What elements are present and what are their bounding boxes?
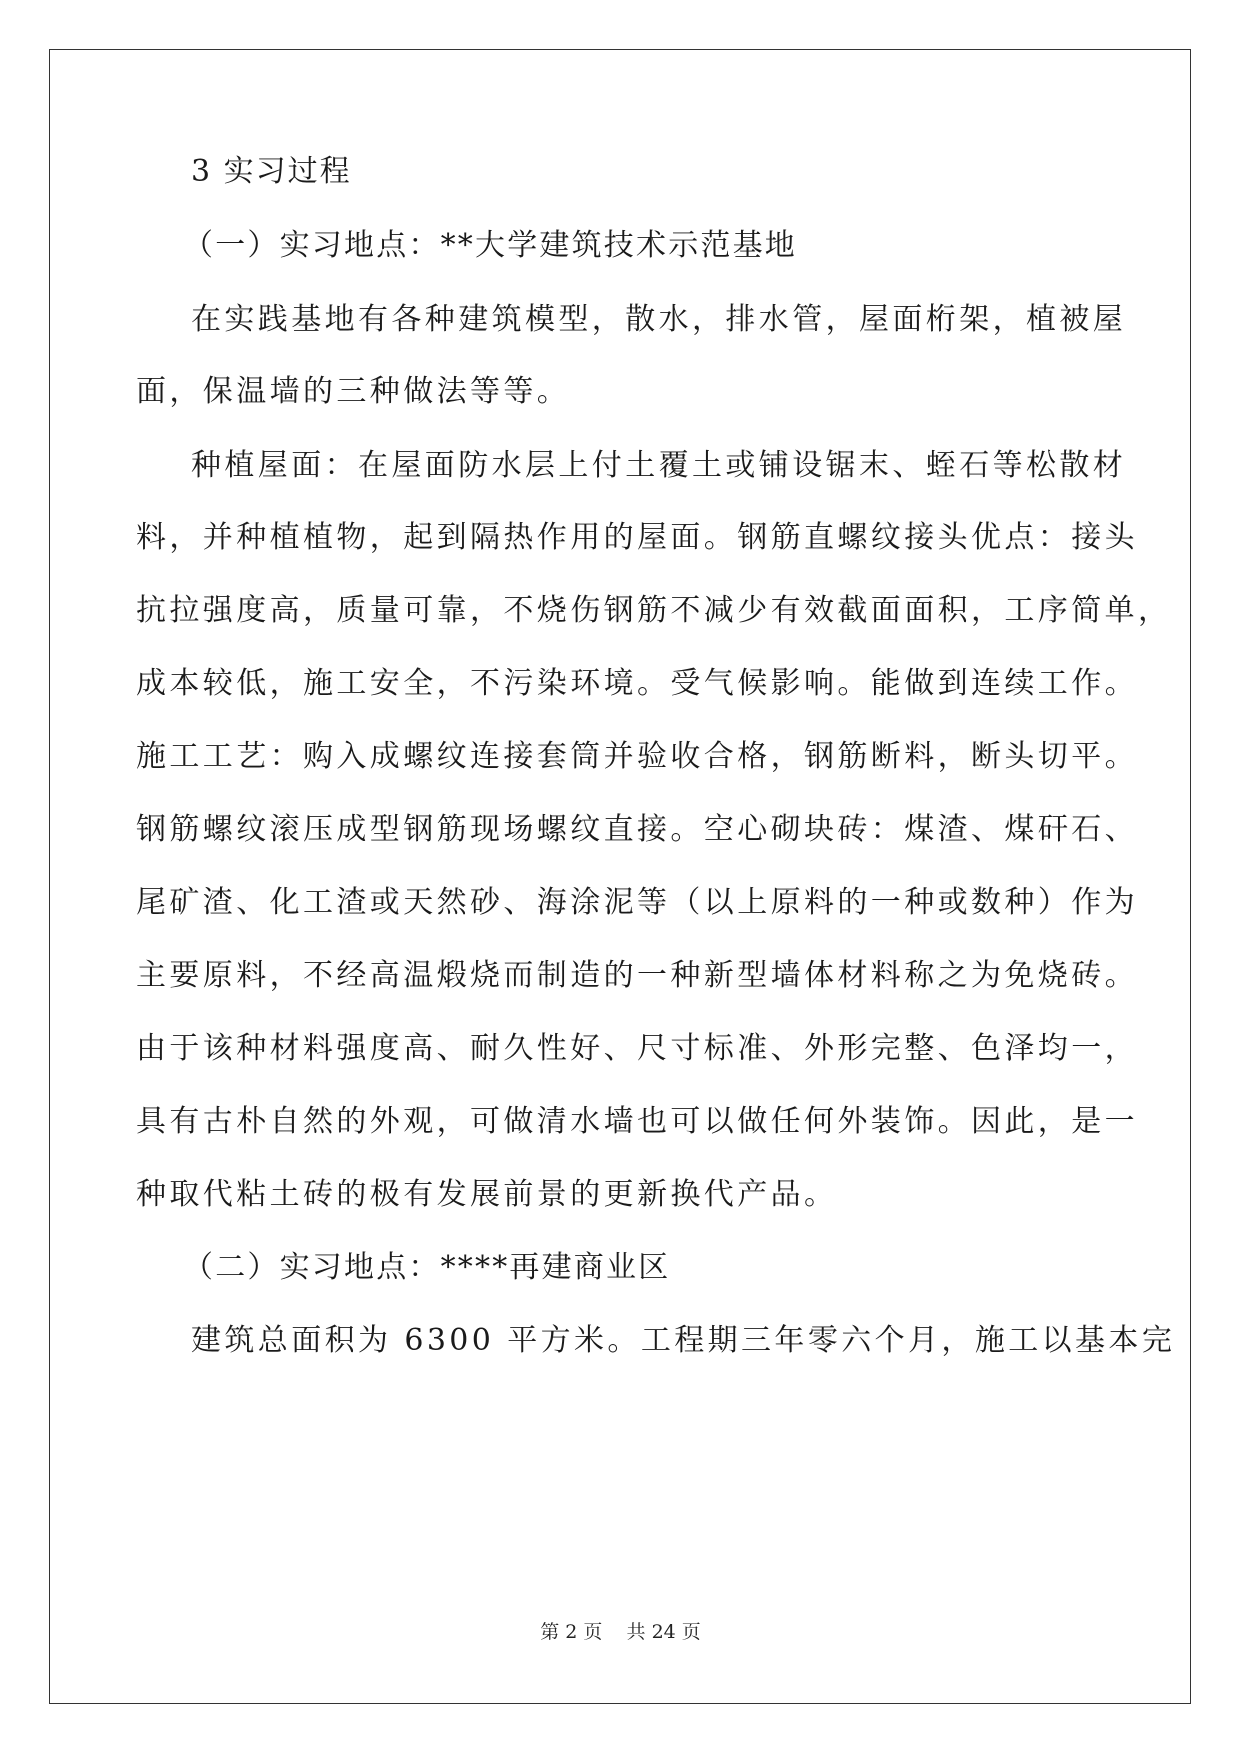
- para3-line-1: 建筑总面积为 6300 平方米。工程期三年零六个月，施工以基本完: [191, 1323, 1176, 1358]
- para2-line-11: 种取代粘土砖的极有发展前景的更新换代产品。: [136, 1177, 838, 1212]
- page-footer: [0, 1620, 1241, 1644]
- para2-line-1: 种植屋面：在屋面防水层上付土覆土或铺设锯末、蛭石等松散材: [191, 448, 1127, 483]
- para2-line-9: 由于该种材料强度高、耐久性好、尺寸标准、外形完整、色泽均一，: [136, 1031, 1138, 1066]
- para2-line-2: 料，并种植植物，起到隔热作用的屋面。钢筋直螺纹接头优点：接头: [136, 520, 1138, 555]
- section2-title: （二）实习地点：****再建商业区: [183, 1250, 671, 1285]
- para2-line-3: 抗拉强度高，质量可靠，不烧伤钢筋不减少有效截面面积，工序简单，: [136, 593, 1172, 628]
- para2-line-5: 施工工艺：购入成螺纹连接套筒并验收合格，钢筋断料，断头切平。: [136, 739, 1138, 774]
- page-number: 第 2 页: [540, 1621, 603, 1643]
- page-border: [49, 49, 1191, 1704]
- para1-line-1: 在实践基地有各种建筑模型，散水，排水管，屋面桁架，植被屋: [191, 302, 1127, 337]
- para2-line-7: 尾矿渣、化工渣或天然砂、海涂泥等（以上原料的一种或数种）作为: [136, 885, 1138, 920]
- para2-line-10: 具有古朴自然的外观，可做清水墙也可以做任何外装饰。因此，是一: [136, 1104, 1138, 1139]
- section-heading: 3 实习过程: [191, 154, 352, 189]
- para2-line-8: 主要原料，不经高温煅烧而制造的一种新型墙体材料称之为免烧砖。: [136, 958, 1138, 993]
- para2-line-6: 钢筋螺纹滚压成型钢筋现场螺纹直接。空心砌块砖：煤渣、煤矸石、: [136, 812, 1138, 847]
- section1-title: （一）实习地点：**大学建筑技术示范基地: [183, 228, 797, 263]
- page-total: 共 24 页: [626, 1621, 701, 1643]
- para1-line-2: 面，保温墙的三种做法等等。: [136, 374, 571, 409]
- para2-line-4: 成本较低，施工安全，不污染环境。受气候影响。能做到连续工作。: [136, 666, 1138, 701]
